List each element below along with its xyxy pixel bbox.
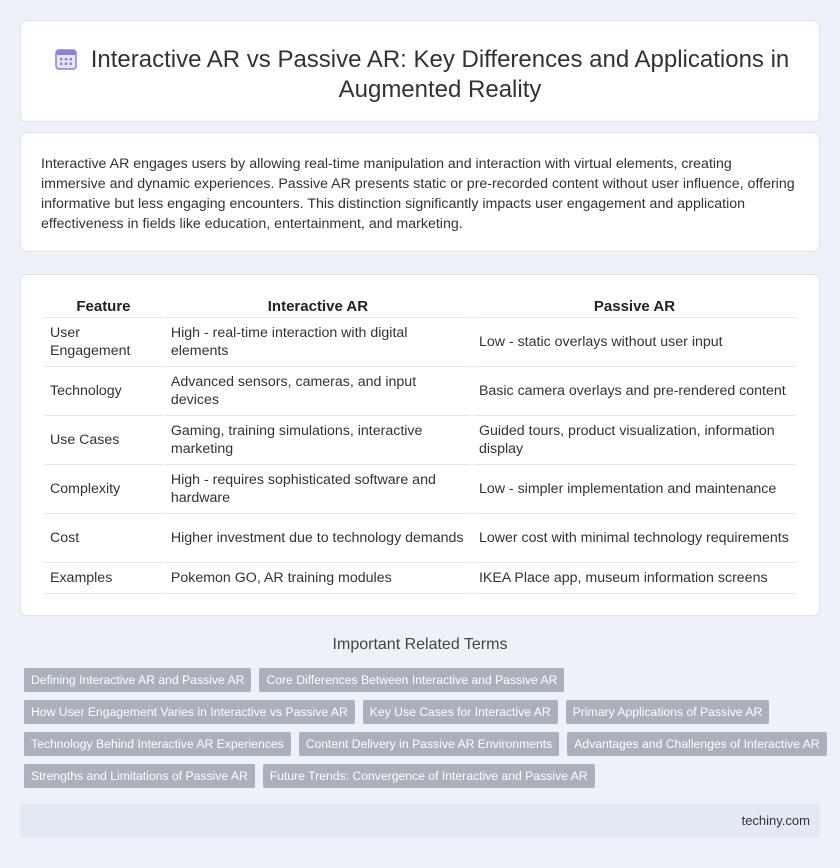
related-term-tag[interactable]: Primary Applications of Passive AR bbox=[566, 700, 770, 724]
page-title: Interactive AR vs Passive AR: Key Differences and Applications in Augmented Reality bbox=[90, 46, 790, 103]
table-row bbox=[44, 465, 796, 514]
table-cell: Lower cost with minimal technology requirements bbox=[473, 514, 796, 563]
table-cell: Advanced sensors, cameras, and input devices bbox=[165, 367, 471, 416]
table-header-row bbox=[44, 295, 796, 318]
table-row bbox=[44, 563, 796, 594]
intro-card bbox=[20, 132, 820, 252]
related-terms-title: Important Related Terms bbox=[332, 636, 508, 653]
related-term-tag[interactable]: Defining Interactive AR and Passive AR bbox=[24, 668, 251, 692]
table-cell: Complexity bbox=[44, 465, 163, 514]
intro-paragraph: Interactive AR engages users by allowing real-time manipulation and interaction with virtual elements, creating immersive and dynamic experiences. Passive AR presents static or pre-recorded content without user influence, offering informative but less engaging encounters. This distinction significantly impacts user engagement and application effectiveness in fields like education, entertainment, and marketing. bbox=[41, 156, 795, 232]
table-cell: High - requires sophisticated software and hardware bbox=[165, 465, 471, 514]
related-term-tag[interactable]: Future Trends: Convergence of Interactive and Passive AR bbox=[263, 764, 595, 788]
table-cell: User Engagement bbox=[44, 318, 163, 367]
comparison-table bbox=[42, 295, 798, 594]
footer bbox=[20, 804, 820, 838]
table-cell: Pokemon GO, AR training modules bbox=[165, 563, 471, 594]
column-header: Feature bbox=[44, 295, 163, 318]
table-cell: Examples bbox=[44, 563, 163, 594]
related-term-tag[interactable]: Advantages and Challenges of Interactive AR bbox=[567, 732, 826, 756]
column-header: Passive AR bbox=[473, 295, 796, 318]
table-row bbox=[44, 367, 796, 416]
related-term-tag[interactable]: Technology Behind Interactive AR Experiences bbox=[24, 732, 291, 756]
table-cell: Gaming, training simulations, interactive marketing bbox=[165, 416, 471, 465]
table-cell: Guided tours, product visualization, information display bbox=[473, 416, 796, 465]
calendar-icon bbox=[54, 47, 78, 71]
related-term-tag[interactable]: Core Differences Between Interactive and Passive AR bbox=[259, 668, 564, 692]
table-cell: Low - simpler implementation and maintenance bbox=[473, 465, 796, 514]
title-card bbox=[20, 20, 820, 122]
table-row bbox=[44, 416, 796, 465]
table-cell: Low - static overlays without user input bbox=[473, 318, 796, 367]
column-header: Interactive AR bbox=[165, 295, 471, 318]
table-cell: Technology bbox=[44, 367, 163, 416]
related-term-tag[interactable]: Key Use Cases for Interactive AR bbox=[363, 700, 558, 724]
table-cell: Use Cases bbox=[44, 416, 163, 465]
related-term-tag[interactable]: How User Engagement Varies in Interactive vs Passive AR bbox=[24, 700, 355, 724]
table-cell: High - real-time interaction with digital elements bbox=[165, 318, 471, 367]
site-name[interactable]: techiny.com bbox=[741, 813, 810, 828]
table-cell: IKEA Place app, museum information screens bbox=[473, 563, 796, 594]
table-cell: Higher investment due to technology demands bbox=[165, 514, 471, 563]
table-cell: Cost bbox=[44, 514, 163, 563]
table-cell: Basic camera overlays and pre-rendered content bbox=[473, 367, 796, 416]
comparison-table-card bbox=[20, 274, 820, 616]
table-row bbox=[44, 514, 796, 563]
related-term-tag[interactable]: Strengths and Limitations of Passive AR bbox=[24, 764, 255, 788]
related-terms-list bbox=[24, 668, 824, 796]
related-term-tag[interactable]: Content Delivery in Passive AR Environments bbox=[299, 732, 560, 756]
table-row bbox=[44, 318, 796, 367]
